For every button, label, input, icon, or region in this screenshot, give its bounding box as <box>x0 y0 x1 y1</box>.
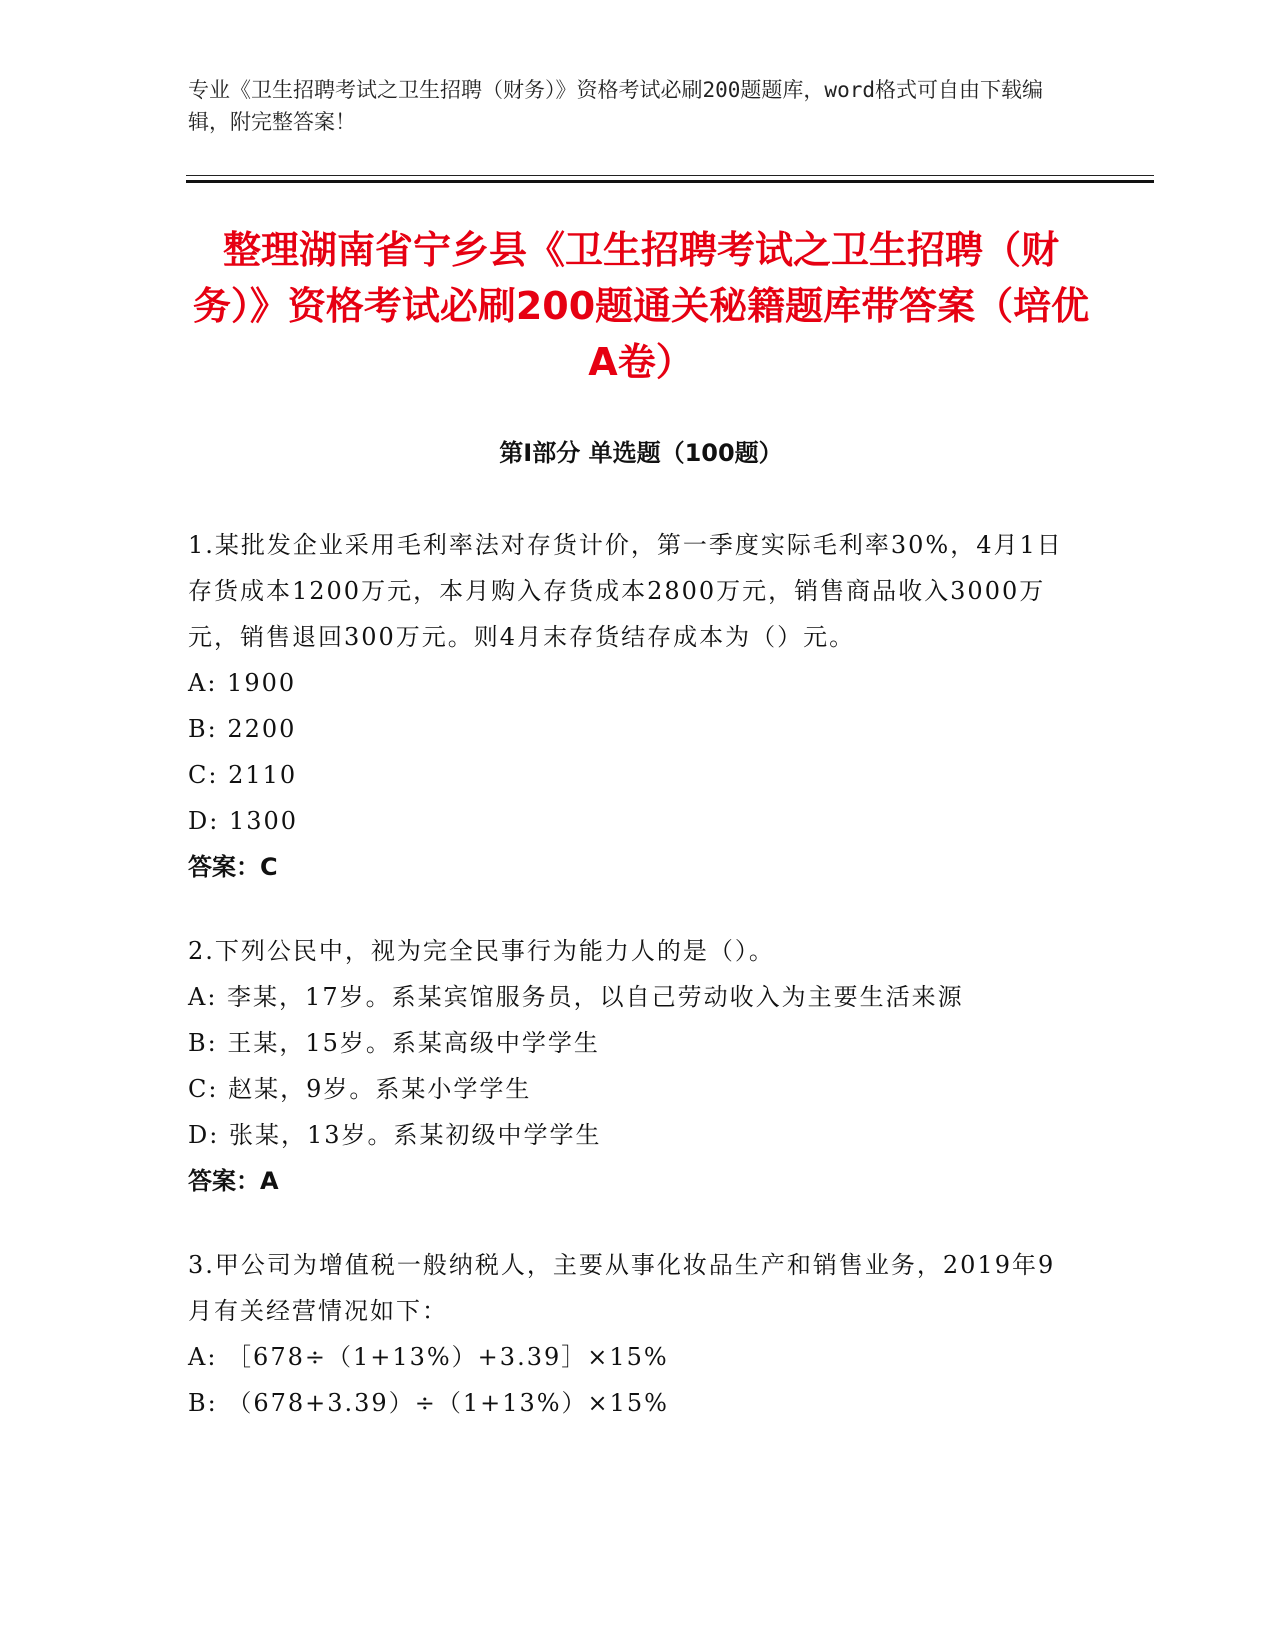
question-3 <box>188 1242 1073 1426</box>
option-c: C: 赵某，9岁。系某小学学生 <box>188 1075 532 1103</box>
option-a: A: 1900 <box>188 669 297 697</box>
option-d: D: 张某，13岁。系某初级中学学生 <box>188 1121 602 1149</box>
option-c: C: 2110 <box>188 761 298 789</box>
question-list <box>188 522 1073 1464</box>
question-2 <box>188 928 1073 1204</box>
option-b: B: 王某，15岁。系某高级中学学生 <box>188 1029 600 1057</box>
question-1 <box>188 522 1073 890</box>
option-a: A: 李某，17岁。系某宾馆服务员，以自己劳动收入为主要生活来源 <box>188 983 964 1011</box>
header-divider-thick <box>186 180 1154 183</box>
question-stem: 3.甲公司为增值税一般纳税人，主要从事化妆品生产和销售业务，2019年9月有关经营情况如下： <box>188 1251 1056 1325</box>
document-title: 整理湖南省宁乡县《卫生招聘考试之卫生招聘（财务）》资格考试必刷200题通关秘籍题库带答案（培优A卷） <box>192 228 1090 384</box>
answer: 答案：A <box>188 1167 279 1195</box>
header-divider-thin <box>186 175 1154 176</box>
section-title: 第I部分 单选题（100题） <box>499 439 783 467</box>
question-stem: 1.某批发企业采用毛利率法对存货计价，第一季度实际毛利率30%，4月1日存货成本1200万元，本月购入存货成本2800万元，销售商品收入3000万元，销售退回300万元。则4月末存货结存成本为（）元。 <box>188 531 1063 651</box>
option-d: D: 1300 <box>188 807 299 835</box>
answer: 答案：C <box>188 853 278 881</box>
question-stem: 2.下列公民中，视为完全民事行为能力人的是（）。 <box>188 937 775 965</box>
header-note: 专业《卫生招聘考试之卫生招聘（财务）》资格考试必刷200题题库，word格式可自由下载编辑，附完整答案！ <box>188 78 1043 134</box>
option-b: B: （678+3.39）÷（1+13%）×15% <box>188 1389 669 1417</box>
option-b: B: 2200 <box>188 715 297 743</box>
option-a: A: ［678÷（1+13%）+3.39］×15% <box>188 1343 669 1371</box>
